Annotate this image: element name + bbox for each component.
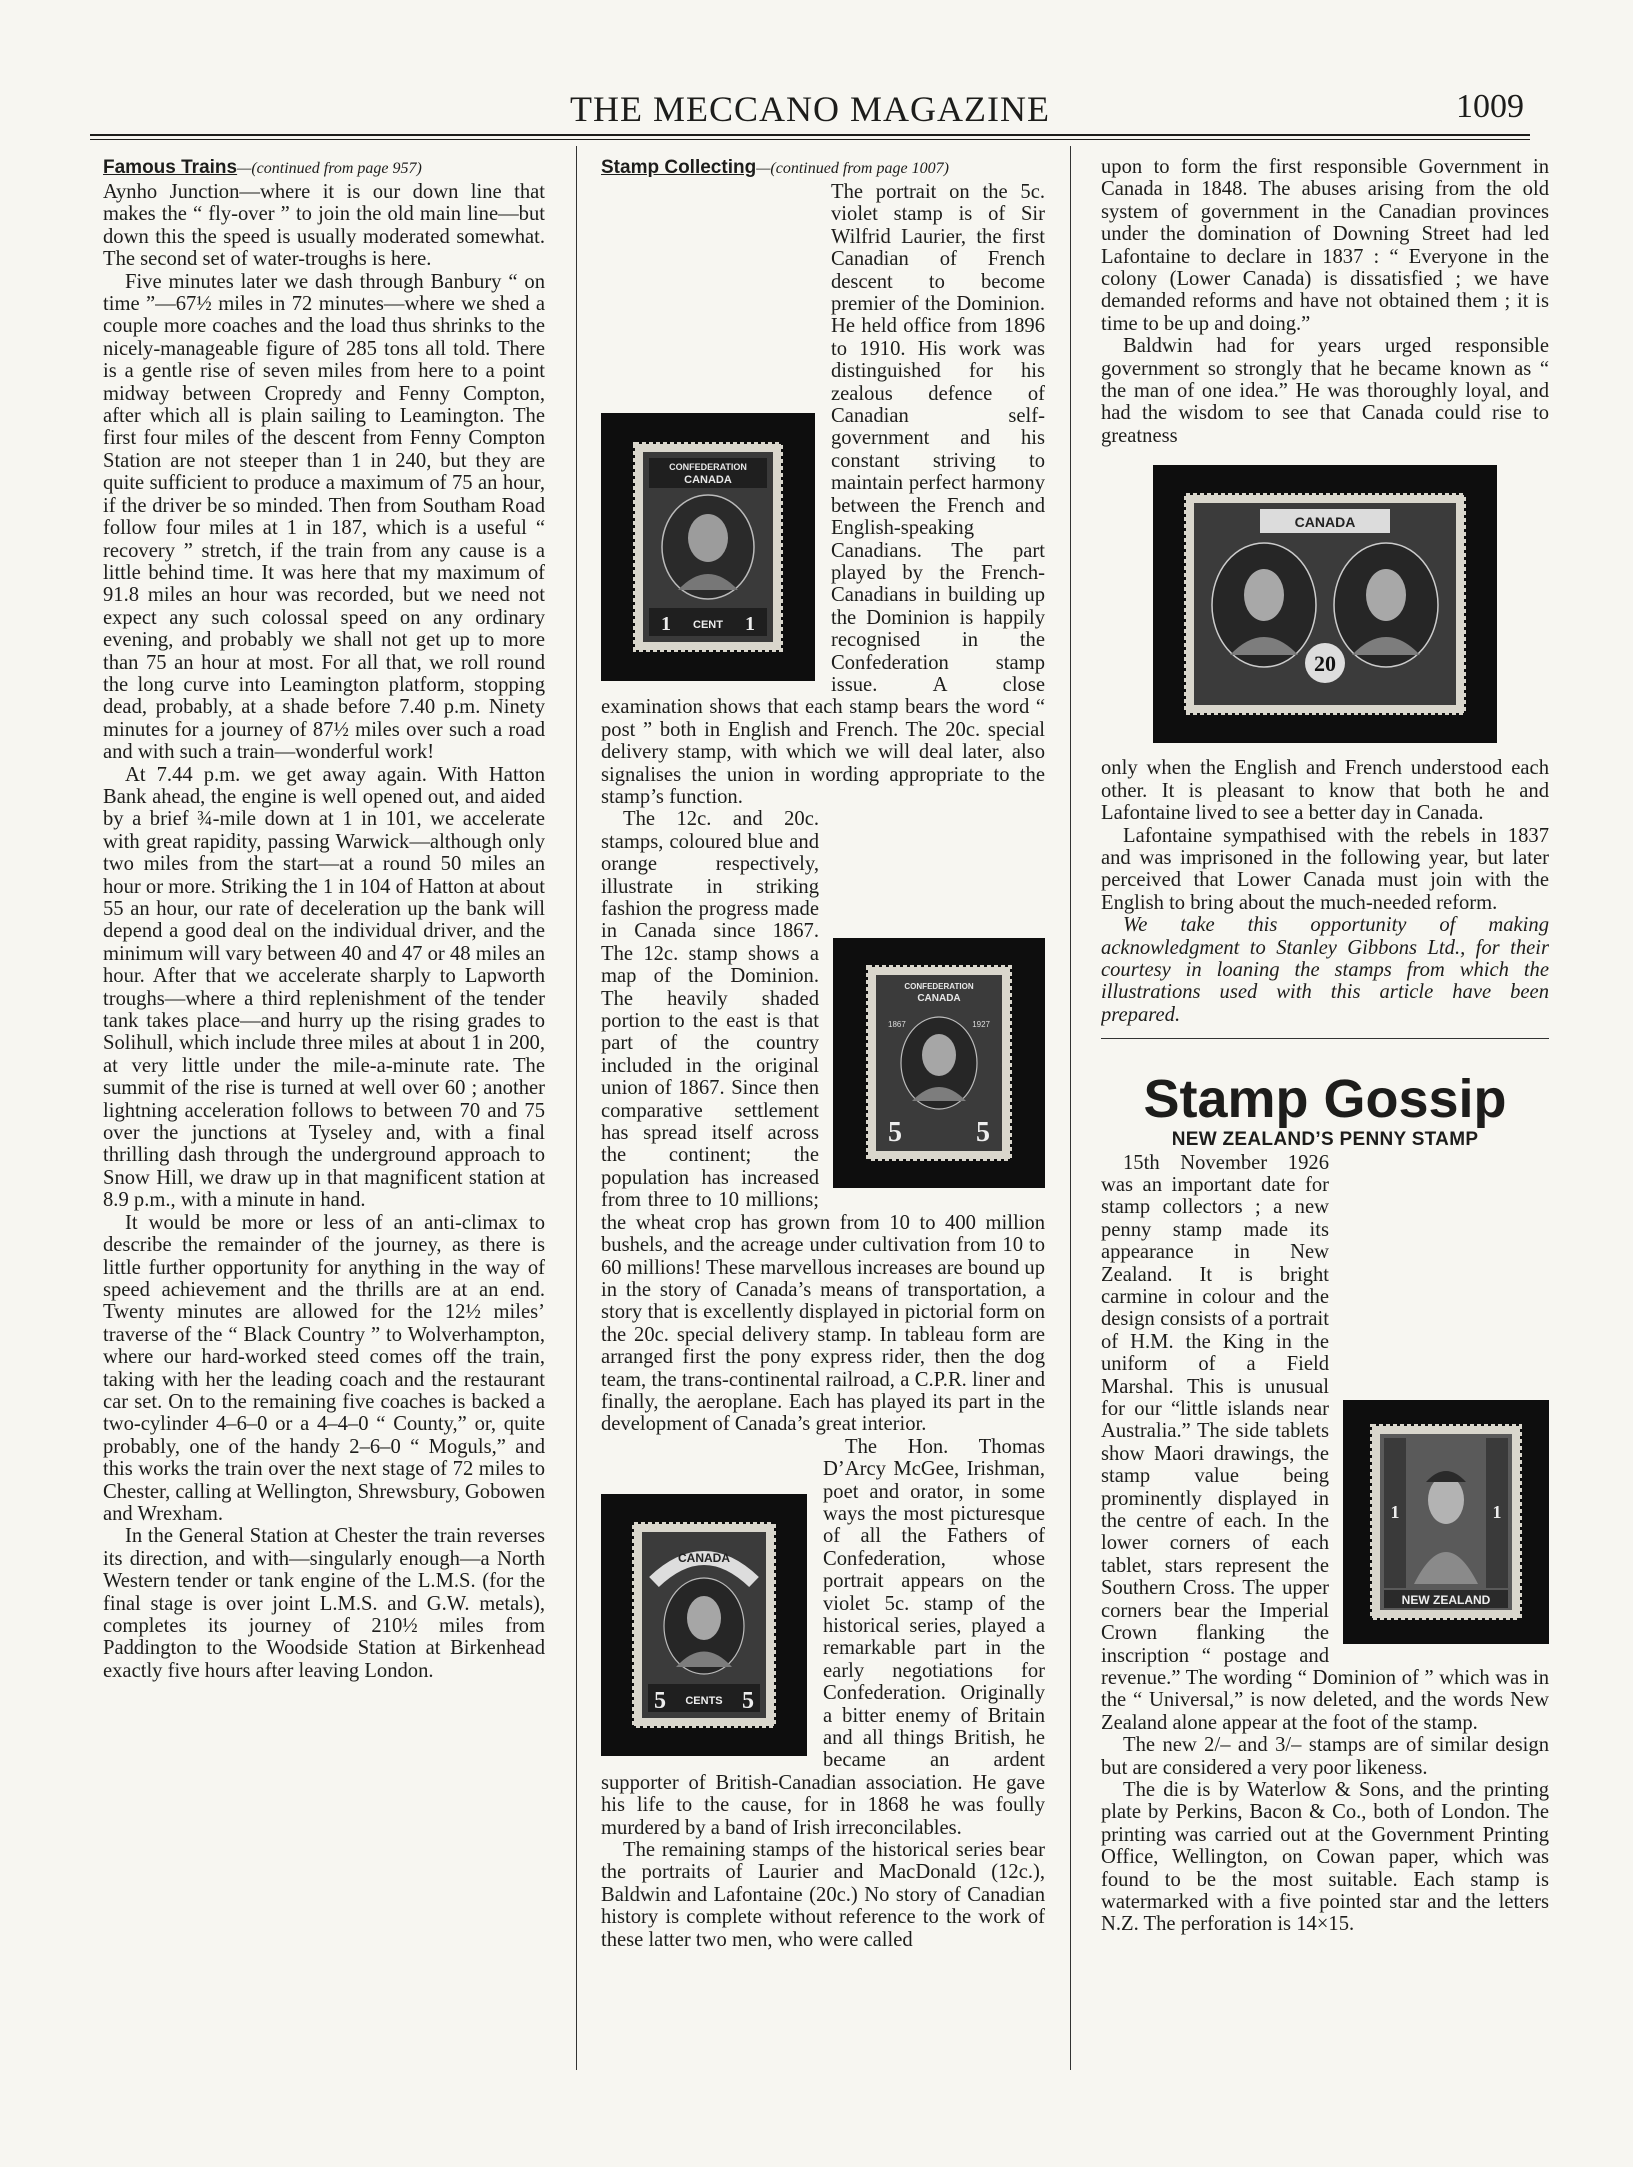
stamp2-year-right: 1927 <box>972 1020 990 1030</box>
paragraph: Baldwin had for years urged responsible government so strongly that he became known as “ the man of one idea.” He was thoroughly loyal, and had the wisdom to see that Canada could rise to greatness <box>1101 335 1549 447</box>
header-rule-thin <box>90 139 1530 140</box>
stamp5-value-left: 1 <box>1390 1501 1400 1522</box>
article-heading-famous-trains <box>103 156 545 181</box>
magazine-title: THE MECCANO MAGAZINE <box>570 89 1050 129</box>
section-divider <box>1101 1038 1549 1039</box>
paragraph: Aynho Junction—where it is our down line that makes the “ fly-over ” to join the old main line—but down this the speed is usually moderated somewhat. The second set of water-troughs is here. <box>103 181 545 271</box>
stamp-mcgee-5-cent-image <box>601 1494 807 1756</box>
stamp5-value-right: 1 <box>1492 1501 1502 1522</box>
stamp3-country-text: CANADA <box>678 1550 730 1565</box>
stamp2-year-left: 1867 <box>888 1020 906 1030</box>
page-number: 1009 <box>1456 88 1524 125</box>
stamp5-country-text: NEW ZEALAND <box>1401 1592 1491 1607</box>
heading-title: Famous Trains <box>103 157 238 178</box>
stamp-5-cent-icon <box>866 965 1012 1161</box>
column-famous-trains <box>103 156 545 2076</box>
stamp4-country-text: CANADA <box>1294 514 1356 531</box>
stamp-gossip-title: Stamp Gossip <box>1143 1069 1507 1130</box>
stamp-baldwin-lafontaine-wrap <box>1101 465 1549 743</box>
stamp1-country-text: CANADA <box>684 474 732 486</box>
paragraph: The new 2/– and 3/– stamps are of similar design but are considered a very poor likeness. <box>1101 1734 1549 1779</box>
stamp2-top-text: CONFEDERATION <box>904 982 974 992</box>
stamp-1-cent-icon <box>633 442 783 652</box>
stamp-new-zealand-icon <box>1370 1424 1522 1620</box>
paragraph: only when the English and French understood each other. It is pleasant to know that both he and Lafontaine lived to see a better day in Canada. <box>1101 757 1549 825</box>
stamp3-bottom-text: CENTS <box>685 1694 723 1707</box>
stamp4-value-text: 20 <box>1314 651 1336 677</box>
stamp1-bottom-text: CENT <box>693 619 723 631</box>
stamp3-value-left: 5 <box>654 1687 666 1714</box>
heading-title: Stamp Collecting <box>601 157 757 178</box>
stamp-20-cent-icon <box>1184 493 1466 715</box>
heading-continued: —(continued from page 1007) <box>756 160 949 177</box>
stamp1-value-left: 1 <box>661 613 671 635</box>
stamp-gossip-subtitle: NEW ZEALAND’S PENNY STAMP <box>1171 1129 1479 1151</box>
paragraph: The remaining stamps of the historical series bear the portraits of Laurier and MacDonald (12c.), Baldwin and Lafontaine (20c.) No story of Canadian history is complete without reference to the work of these latter two men, who were called <box>601 1839 1045 1951</box>
masthead <box>90 88 1530 132</box>
stamp1-top-text: CONFEDERATION <box>669 462 747 472</box>
paragraph: upon to form the first responsible Government in Canada in 1848. The abuses arising from the old system of government in the Canadian provinces under the domination of Downing Street had led Lafontaine to declare in 1837 : “ Everyone in the colony (Lower Canada) is dissatisfied ; we have demanded reforms and have not obtained them ; it is time to be up and doing.” <box>1101 156 1549 335</box>
heading-continued: —(continued from page 957) <box>237 160 422 177</box>
stamp-baldwin-lafontaine-20-cent-image <box>1153 465 1497 743</box>
column-stamp-collecting-continued <box>1101 156 1549 2076</box>
paragraph: 15th November 1926 was an important date for stamp collectors ; a new penny stamp made its appearance in New Zealand. It is bright carmine in colour and the design consists of a portrait of H.M. the King in the uniform of a Field Marshal. This is unusual for our “little islands near Australia.” The side tablets show Maori drawings, the stamp value being prominently displayed in the centre of each. In the lower corners of each tablet, stars represent the Southern Cross. The upper corners bear the Imperial Crown flanking the inscription “ postage and revenue.” The wording “ Dominion of ” which was in the “ Universal,” is now deleted, and the words New Zealand alone appear at the foot of the stamp. <box>1101 1151 1549 1734</box>
stamp2-country-text: CANADA <box>917 993 961 1005</box>
acknowledgment: We take this opportunity of making acknowledgment to Stanley Gibbons Ltd., for their courtesy in loaning the stamps from which the illustrations used with this article have been prepared. <box>1101 914 1549 1026</box>
paragraph: In the General Station at Chester the train reverses its direction, and with—singularly enough—a North Western tender or tank engine of the L.M.S. (for the final stage is over joint L.M.S. and G.W. metals), completes its journey of 210½ miles from Paddington to the Woodside Station at Birkenhead exactly five hours after leaving London. <box>103 1525 545 1682</box>
paragraph: The Hon. Thomas D’Arcy McGee, Irishman, poet and orator, in some ways the most picturesque of all the Fathers of Confederation, whose portrait appears on the violet 5c. stamp of the historical series, played a remarkable part in the early negotiations for Confederation. Originally a bitter enemy of Britain and all things British, he became an ardent supporter of British-Canadian association. He gave his life to the cause, for in 1868 he was foully murdered by a band of Irish irreconcilables. <box>601 1435 1045 1839</box>
stamp2-value-right: 5 <box>976 1117 990 1149</box>
stamp-5-cents-icon <box>632 1522 776 1728</box>
paragraph: Lafontaine sympathised with the rebels in 1837 and was imprisoned in the following year, but later perceived that Lower Canada must join with the English to bring about the much-needed reform. <box>1101 824 1549 914</box>
header-rule <box>90 134 1530 136</box>
stamp3-value-right: 5 <box>742 1687 754 1714</box>
paragraph: Five minutes later we dash through Banbury “ on time ”—67½ miles in 72 minutes—where we shed a couple more coaches and the load thus shrinks to the nicely-manageable figure of 285 tons all told. There is a gentle rise of seven miles from here to a point midway between Cropredy and Fenny Compton, after which all is plain sailing to Leamington. The first four miles of the descent from Fenny Compton Station are not steeper than 1 in 240, but they are quite sufficient to produce a maximum of 75 an hour, if the driver be so minded. Then from Southam Road follow four miles at 1 in 187, which is a useful “ recovery ” stretch, if the train from any cause is a little behind time. It was here that my maximum of 91.8 miles an hour was recorded, but we need not expect any such colossal speed on any ordinary evening, and probably we shall not get up to more than 75 an hour at most. For all that, we roll round the long curve into Leamington platform, stopping dead, probably, at a shade before 7.40 p.m. Ninety minutes for a journey of 87½ miles over such a road and with such a train—wonderful work! <box>103 270 545 764</box>
paragraph: The 12c. and 20c. stamps, coloured blue and orange respectively, illustrate in striking fashion the progress made in Canada since 1867. The 12c. stamp shows a map of the Dominion. The heavily shaded portion to the east is that part of the country included in the original union of 1867. Since then comparative settlement has spread itself across the continent; the population has increased from three to 10 millions; the wheat crop has grown from 10 to 400 million bushels, and the acreage under cultivation from 10 to 60 millions! These marvellous increases are bound up in the story of Canada’s means of transportation, a story that is excellently displayed in pictorial form on the 20c. special delivery stamp. In tableau form are arranged first the pony express rider, then the dog team, the trans-continental railroad, a C.P.R. liner and finally, the aeroplane. Each has played its part in the development of Canada’s great interior. <box>601 808 1045 1436</box>
stamp-laurier-5-cent-image <box>833 938 1045 1188</box>
paragraph: It would be more or less of an anti-climax to describe the remainder of the journey, as there is little further opportunity for anything in the way of speed achievement and the thrills are at an end. Twenty minutes are allowed for the 12½ miles’ traverse of the “ Black Country ” to Wolverhampton, where our hard-worked steed comes off the train, taking with her the leading coach and the restaurant car set. On to the remaining five coaches is backed a two-cylinder 4–6–0 or a 4–4–0 “ County,” or, quite probably, one of the handy 2–6–0 “ Moguls,” and this works the train over the next stage of 72 miles to Chester, calling at Wellington, Shrewsbury, Gobowen and Wrexham. <box>103 1211 545 1525</box>
paragraph: At 7.44 p.m. we get away again. With Hatton Bank ahead, the engine is well opened out, and aided by a brief ¾-mile down at 1 in 101, we accelerate with great rapidity, passing Warwick—although only two miles from the start—at a round 50 miles an hour or more. Striking the 1 in 104 of Hatton at about 55 an hour, our rate of deceleration up the bank will depend a good deal on the individual driver, and the minimum will vary between 40 and 47 or 48 miles an hour. After that we accelerate sharply to Lapworth troughs—where a third replenishment of the tender tank takes place—and hurry up the rising grades to Solihull, which include three miles at about 1 in 200, at very little under the mile-a-minute rate. The summit of the rise is turned at well over 60 ; another lightning acceleration follows to between 70 and 75 over the junctions at Tyseley and, with a final thrilling dash through the underground approach to Snow Hill, we draw up in that magnificent station at 8.9 p.m., with a minute in hand. <box>103 763 545 1212</box>
column-divider-2 <box>1070 146 1071 2070</box>
paragraph: The die is by Waterlow & Sons, and the printing plate by Perkins, Bacon & Co., both of London. The printing was carried out at the Government Printing Office, Wellington, on Cowan paper, which was found to be the most suitable. Each stamp is watermarked with a five pointed star and the letters N.Z. The perforation is 14×15. <box>1101 1778 1549 1936</box>
paragraph: The portrait on the 5c. violet stamp is of Sir Wilfrid Laurier, the first Canadian of French descent to become premier of the Dominion. He held office from 1896 to 1910. His work was distinguished for his zealous defence of Canadian self-government and his constant striving to maintain perfect harmony between the French and English-speaking Canadians. The part played by the French-Canadians in building up the Dominion is happily recognised in the Confederation stamp issue. A close examination shows that each stamp bears the word “ post ” both in English and French. The 20c. special delivery stamp, with which we will deal later, also signalises the union in wording appropriate to the stamp’s function. <box>601 181 1045 808</box>
column-divider-1 <box>576 146 577 2070</box>
stamp-new-zealand-penny-image <box>1343 1400 1549 1644</box>
stamp1-value-right: 1 <box>745 613 755 635</box>
stamp-laurier-1-cent-image <box>601 413 815 681</box>
stamp2-value-left: 5 <box>888 1117 902 1149</box>
column-stamp-collecting <box>601 156 1045 2076</box>
article-heading-stamp-collecting <box>601 156 1045 181</box>
